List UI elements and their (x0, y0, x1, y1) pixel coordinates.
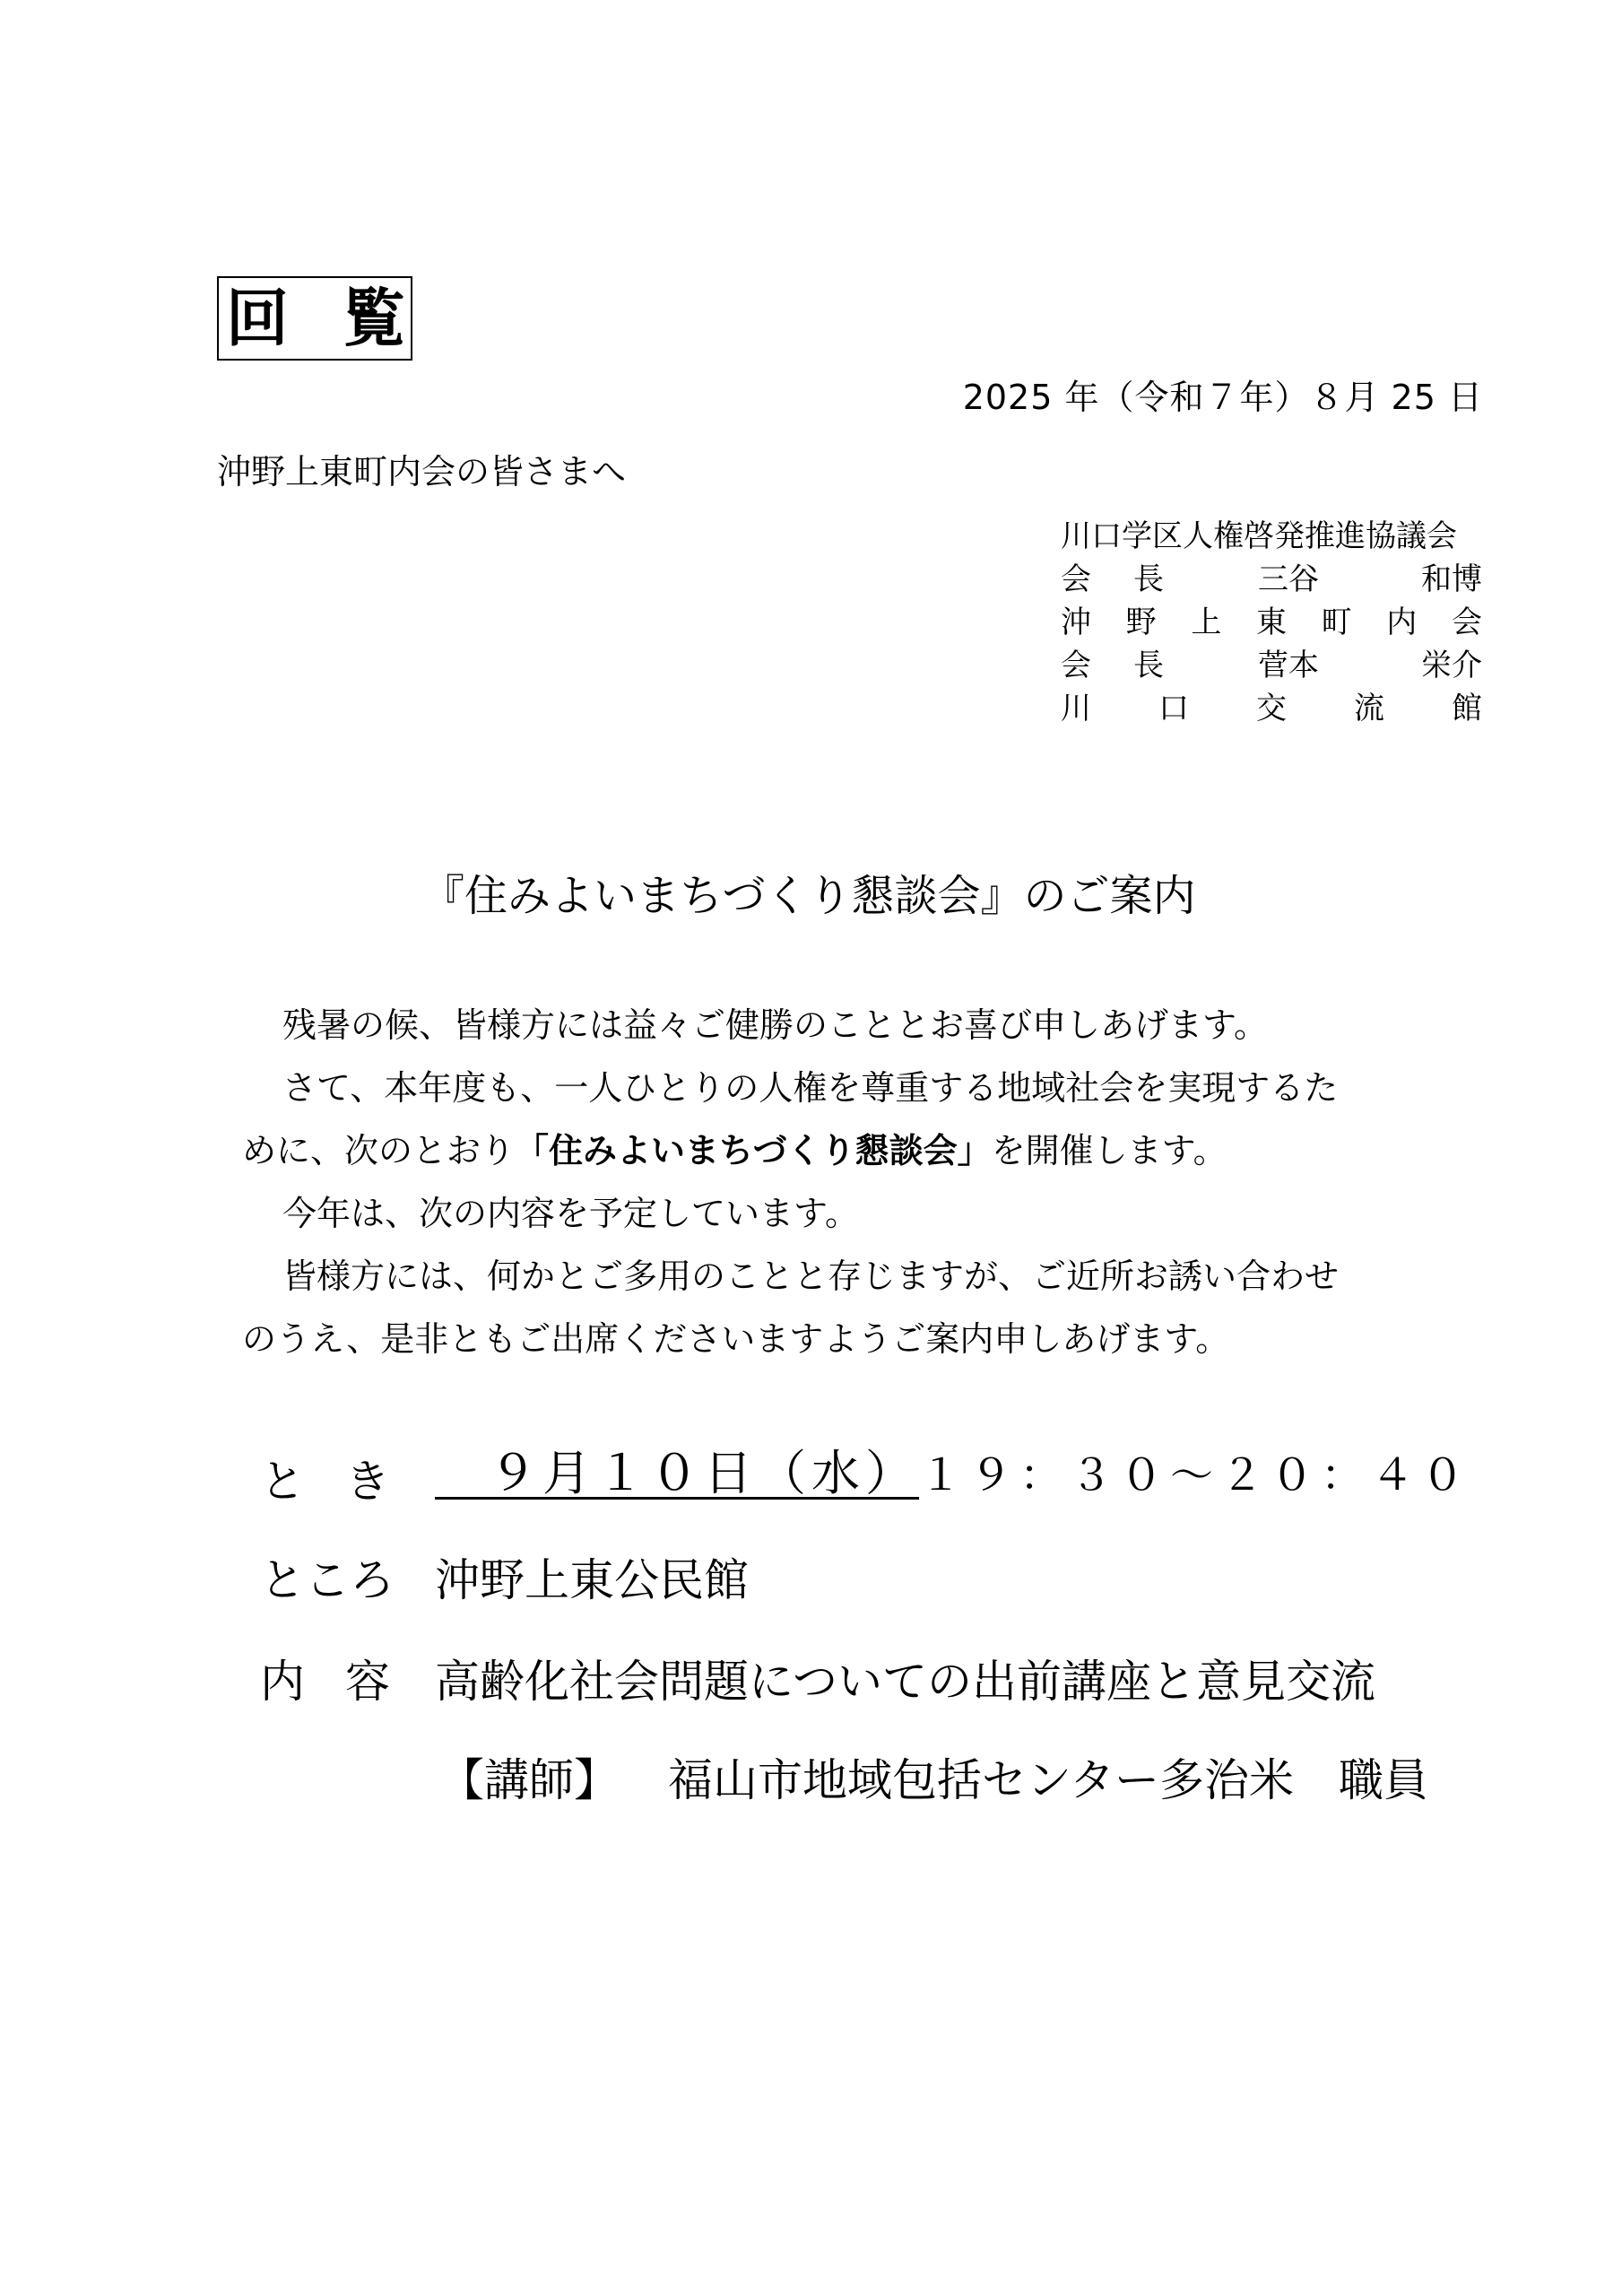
org-char: 東 (1255, 604, 1287, 640)
org-char: 上 (1191, 604, 1222, 640)
text-span: めに、次のとおり (242, 1131, 516, 1170)
org-char: 沖 (1061, 604, 1091, 640)
paragraph-purpose-line-1: さて、本年度も、一人ひとりの人権を尊重する地域社会を実現するた (282, 1068, 1339, 1108)
sender-org-1 (1061, 515, 1482, 558)
name-part: 和博 (1421, 561, 1482, 597)
body-text (242, 994, 1479, 1370)
name-part: 三谷 (1258, 561, 1319, 597)
paragraph-invitation-line-1: 皆様方には、何かとご多用のことと存じますが、ご近所お誘い合わせ (282, 1257, 1340, 1296)
content-label (260, 1646, 390, 1710)
label-char: 内 (260, 1656, 305, 1708)
sender-row-chair-1 (1061, 558, 1482, 601)
paragraph-invitation-line-2: のうえ、是非ともご出席くださいますようご案内申しあげます。 (242, 1319, 1230, 1359)
label-char: 容 (345, 1656, 390, 1708)
sender-name-1 (1258, 558, 1482, 601)
sender-role-2 (1061, 644, 1164, 687)
sender-role-1 (1061, 558, 1164, 601)
sender-row-chair-2 (1061, 644, 1482, 687)
role-char: 長 (1133, 561, 1164, 597)
sender-org-3 (1061, 687, 1482, 730)
paragraph-greeting: 残暑の候、皆様方には益々ご健勝のこととお喜び申しあげます。 (282, 1005, 1268, 1045)
kairan-char-1: 回 (226, 282, 289, 355)
addressee: 沖野上東町内会の皆さまへ (217, 452, 627, 491)
document-date: 2025 年（令和７年）８月 25 日 (962, 378, 1483, 417)
org-char: 交 (1256, 691, 1287, 726)
kairan-char-2: 覧 (343, 282, 405, 355)
lecturer-line (439, 1744, 1428, 1809)
label-char: と (260, 1456, 305, 1508)
paragraph-purpose-line-2 (242, 1119, 1479, 1182)
role-char: 会 (1061, 561, 1091, 597)
org-char: 口 (1158, 691, 1189, 726)
event-name-bold: 「住みよいまちづくり懇談会」 (515, 1131, 992, 1170)
org-char: 野 (1125, 604, 1157, 640)
sender-org-2 (1061, 601, 1482, 644)
label-char: き (345, 1456, 390, 1508)
kairan-stamp (217, 276, 412, 361)
text-span: を開催します。 (991, 1131, 1227, 1170)
where-label: ところ (260, 1554, 395, 1606)
name-part: 菅本 (1258, 648, 1319, 683)
org-char: 内 (1386, 604, 1418, 640)
org-char: 会 (1451, 604, 1482, 640)
sender-name-2 (1258, 644, 1482, 687)
org-char: 流 (1354, 691, 1384, 726)
name-part: 栄介 (1421, 648, 1482, 683)
role-char: 長 (1133, 648, 1164, 683)
sender-org-1-text: 川口学区人権啓発推進協議会 (1061, 518, 1457, 554)
where-value: 沖野上東公民館 (435, 1554, 749, 1606)
sender-block (1061, 515, 1482, 730)
document-title: 『住みよいまちづくり懇談会』のご案内 (421, 871, 1196, 921)
org-char: 町 (1321, 604, 1352, 640)
lecturer-value: 福山市地域包括センター多治米 職員 (668, 1754, 1428, 1806)
event-time: １９：３０～２０：４０ (919, 1450, 1472, 1500)
content-value: 高齢化社会問題についての出前講座と意見交流 (435, 1656, 1375, 1708)
org-char: 川 (1061, 691, 1091, 726)
role-char: 会 (1061, 648, 1091, 683)
paragraph-schedule: 今年は、次の内容を予定しています。 (282, 1194, 859, 1233)
event-date: ９月１０日（水） (435, 1445, 919, 1501)
when-label (260, 1446, 390, 1510)
lecturer-label: 【講師】 (439, 1754, 619, 1806)
when-value (435, 1435, 1471, 1504)
org-char: 館 (1452, 691, 1482, 726)
